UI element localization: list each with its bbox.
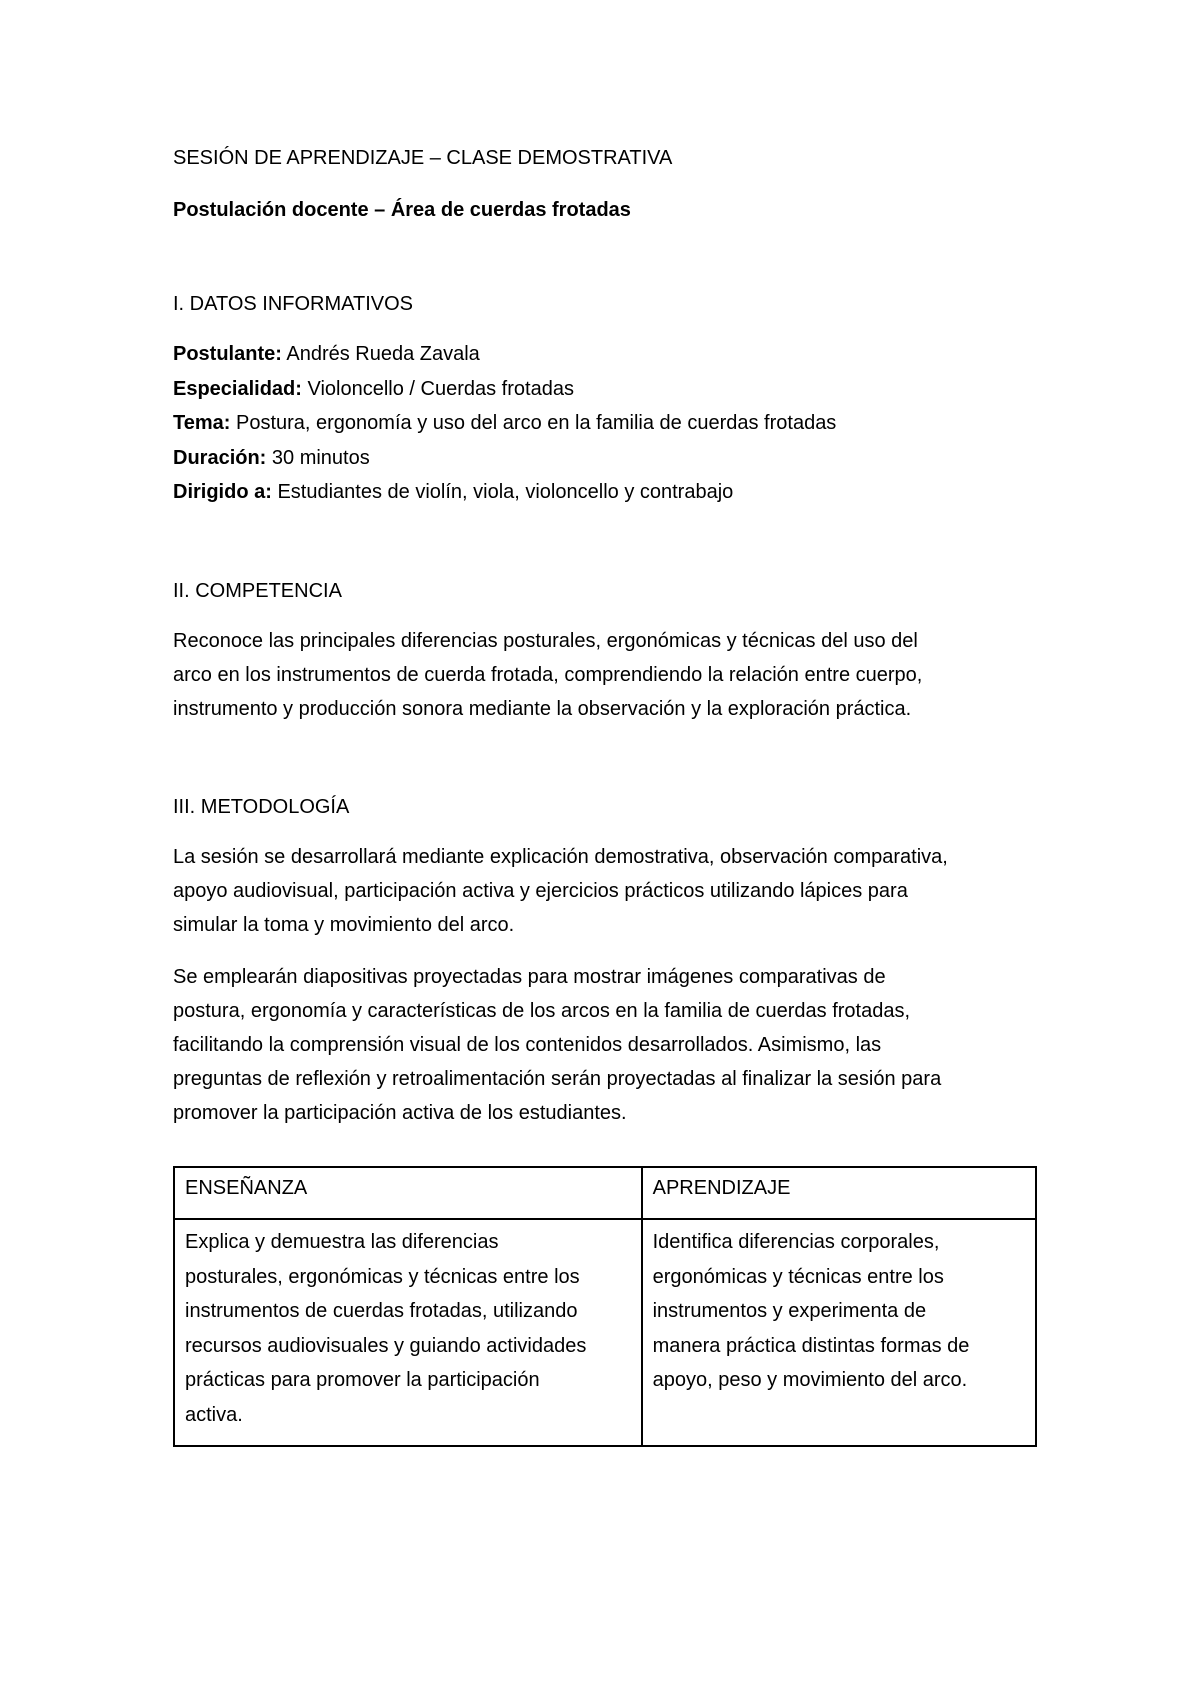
paragraph-line: simular la toma y movimiento del arco. (173, 913, 515, 936)
document-content (173, 143, 1043, 1130)
info-label: Duración: (173, 446, 267, 469)
table-cell-ensenanza (174, 1219, 642, 1446)
competencia-paragraph (173, 624, 1043, 726)
metodologia-paragraph-2 (173, 960, 1043, 1130)
section-heading-competencia: II. COMPETENCIA (173, 579, 342, 602)
info-label: Postulante: (173, 343, 282, 365)
document-title: SESIÓN DE APRENDIZAJE – CLASE DEMOSTRATIVA (173, 147, 673, 169)
paragraph-line: postura, ergonomía y características de los arcos en la familia de cuerdas frotadas, (173, 999, 911, 1022)
table-header-row (174, 1167, 1036, 1219)
document-subtitle: Postulación docente – Área de cuerdas frotadas (173, 199, 631, 221)
table-header-ensenanza: ENSEÑANZA (174, 1167, 642, 1219)
cell-line: prácticas para promover la participación (185, 1369, 540, 1391)
paragraph-line: facilitando la comprensión visual de los contenidos desarrollados. Asimismo, las (173, 1033, 882, 1056)
table-cell-aprendizaje (642, 1219, 1036, 1446)
info-value: Estudiantes de violín, viola, violoncello y contrabajo (271, 481, 734, 503)
info-row-postulante (173, 337, 1043, 372)
datos-informativos-list (173, 337, 1043, 510)
info-row-tema (173, 406, 1043, 441)
section-heading-metodologia: III. METODOLOGÍA (173, 795, 350, 818)
cell-line: Explica y demuestra las diferencias (185, 1231, 499, 1253)
info-value: Violoncello / Cuerdas frotadas (301, 377, 574, 400)
paragraph-line: arco en los instrumentos de cuerda frotada, comprendiendo la relación entre cuerpo, (173, 663, 923, 686)
info-row-especialidad (173, 372, 1043, 407)
cell-line: recursos audiovisuales y guiando actividades (185, 1334, 587, 1357)
info-row-duracion (173, 441, 1043, 476)
table-row (174, 1219, 1036, 1446)
cell-line: instrumentos de cuerdas frotadas, utilizando (185, 1300, 578, 1322)
paragraph-line: Se emplearán diapositivas proyectadas para mostrar imágenes comparativas de (173, 965, 886, 988)
info-label: Especialidad: (173, 377, 302, 400)
cell-line: activa. (185, 1403, 243, 1426)
cell-line: instrumentos y experimenta de (652, 1300, 927, 1322)
paragraph-line: Reconoce las principales diferencias posturales, ergonómicas y técnicas del uso del (173, 629, 918, 652)
paragraph-line: apoyo audiovisual, participación activa y ejercicios prácticos utilizando lápices para (173, 879, 908, 902)
section-heading-datos-informativos: I. DATOS INFORMATIVOS (173, 293, 414, 315)
cell-line: apoyo, peso y movimiento del arco. (652, 1369, 968, 1391)
cell-line: manera práctica distintas formas de (652, 1334, 970, 1357)
cell-line: posturales, ergonómicas y técnicas entre los (185, 1265, 580, 1288)
paragraph-line: La sesión se desarrollará mediante explicación demostrativa, observación comparativa, (173, 845, 948, 868)
info-row-dirigido-a (173, 475, 1043, 510)
cell-line: ergonómicas y técnicas entre los (652, 1265, 944, 1288)
paragraph-line: instrumento y producción sonora mediante la observación y la exploración práctica. (173, 697, 912, 720)
metodologia-paragraph-1 (173, 840, 1043, 942)
paragraph-line: preguntas de reflexión y retroalimentación serán proyectadas al finalizar la sesión para (173, 1067, 942, 1090)
info-value: Andrés Rueda Zavala (281, 343, 480, 365)
info-value: 30 minutos (266, 446, 370, 469)
paragraph-line: promover la participación activa de los estudiantes. (173, 1101, 627, 1124)
info-label: Tema: (173, 412, 231, 434)
info-value: Postura, ergonomía y uso del arco en la familia de cuerdas frotadas (230, 412, 837, 434)
cell-line: Identifica diferencias corporales, (652, 1231, 940, 1253)
info-label: Dirigido a: (173, 481, 272, 503)
ensenanza-aprendizaje-table (173, 1166, 1037, 1447)
table-header-aprendizaje: APRENDIZAJE (642, 1167, 1036, 1219)
